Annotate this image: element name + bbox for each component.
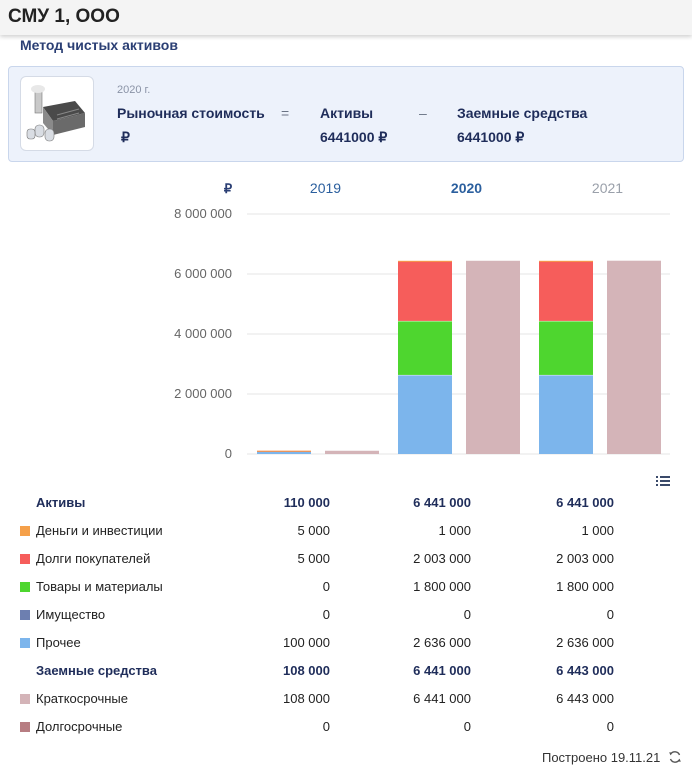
table-row [0,488,692,516]
row-label: Краткосрочные [36,691,128,706]
row-label: Прочее [36,635,81,650]
bar-other [398,375,452,454]
equals-sign: = [281,105,290,121]
table-row [0,572,692,600]
table-row [0,544,692,572]
legend-swatch[interactable] [20,582,30,592]
built-date [542,750,682,767]
assets-value: 6441000 ₽ [320,129,388,145]
row-value: 6 441 000 [413,495,471,510]
assets-label: Активы [320,105,374,121]
row-label: Долги покупателей [36,551,151,566]
row-value: 1 000 [438,523,471,538]
bar-short-term [466,261,520,454]
row-value: 0 [322,579,330,594]
chart-menu-icon[interactable] [655,474,671,488]
category-label-2020: 2020 [450,180,483,196]
y-tick-label: 8 000 000 [174,206,232,221]
legend-swatch[interactable] [20,722,30,732]
row-value: 108 000 [283,663,330,678]
built-date-label: Построено 19.11.21 [541,750,661,765]
bar-receivables [398,261,452,321]
row-value: 2 003 000 [556,551,614,566]
row-value: 6 443 000 [556,691,614,706]
row-value: 0 [606,719,614,734]
table-row [0,516,692,544]
row-value: 0 [322,719,330,734]
currency-label: ₽ [223,181,233,196]
formula-card [8,66,684,162]
row-label: Товары и материалы [36,579,163,594]
row-value: 1 000 [581,523,614,538]
category-label-2019: 2019 [309,180,342,196]
row-value: 6 443 000 [556,663,614,678]
table-row [0,600,692,628]
legend-swatch[interactable] [20,554,30,564]
row-value: 6 441 000 [413,663,471,678]
market-value: ₽ [121,129,130,145]
row-value: 108 000 [283,691,330,706]
bar-short-term [607,261,661,454]
market-value-label: Рыночная стоимость [117,105,265,121]
table-row [0,656,692,684]
bar-cash [257,451,311,452]
row-value: 1 800 000 [413,579,471,594]
row-value: 2 636 000 [556,635,614,650]
row-value: 0 [322,607,330,622]
stacked-bar-chart [0,170,692,470]
minus-sign: – [419,105,427,121]
row-value: 2 636 000 [413,635,471,650]
method-title: Метод чистых активов [20,37,178,53]
row-value: 0 [606,607,614,622]
company-title: СМУ 1, ООО [8,6,120,27]
y-tick-label: 6 000 000 [174,266,232,281]
row-value: 1 800 000 [556,579,614,594]
row-label: Долгосрочные [36,719,123,734]
row-label: Активы [36,495,86,510]
table-row [0,684,692,712]
legend-swatch[interactable] [20,638,30,648]
y-tick-label: 0 [224,446,232,461]
table-row [0,712,692,740]
bar-cash [539,261,593,262]
bar-receivables [539,261,593,321]
bar-cash [398,261,452,262]
legend-swatch[interactable] [20,610,30,620]
row-value: 100 000 [283,635,330,650]
row-label: Имущество [36,607,106,622]
table-row [0,628,692,656]
row-value: 110 000 [283,495,330,510]
y-tick-label: 4 000 000 [174,326,232,341]
legend-swatch[interactable] [20,694,30,704]
refresh-icon[interactable] [668,750,682,767]
liabilities-label: Заемные средства [457,105,588,121]
bar-other [539,375,593,454]
row-label: Деньги и инвестиции [36,523,163,538]
page-header [0,0,692,35]
liabilities-value: 6441000 ₽ [457,129,525,145]
row-value: 5 000 [297,523,330,538]
factory-icon [20,76,94,151]
row-value: 0 [463,607,471,622]
row-value: 2 003 000 [413,551,471,566]
y-tick-label: 2 000 000 [174,386,232,401]
row-value: 6 441 000 [556,495,614,510]
bar-short-term [325,451,379,454]
bar-goods [539,321,593,375]
formula-year: 2020 г. [117,84,151,96]
row-value: 0 [463,719,471,734]
legend-swatch[interactable] [20,526,30,536]
row-label: Заемные средства [36,663,157,678]
row-value: 5 000 [297,551,330,566]
bar-goods [398,321,452,375]
category-label-2021: 2021 [591,180,624,196]
row-value: 6 441 000 [413,691,471,706]
